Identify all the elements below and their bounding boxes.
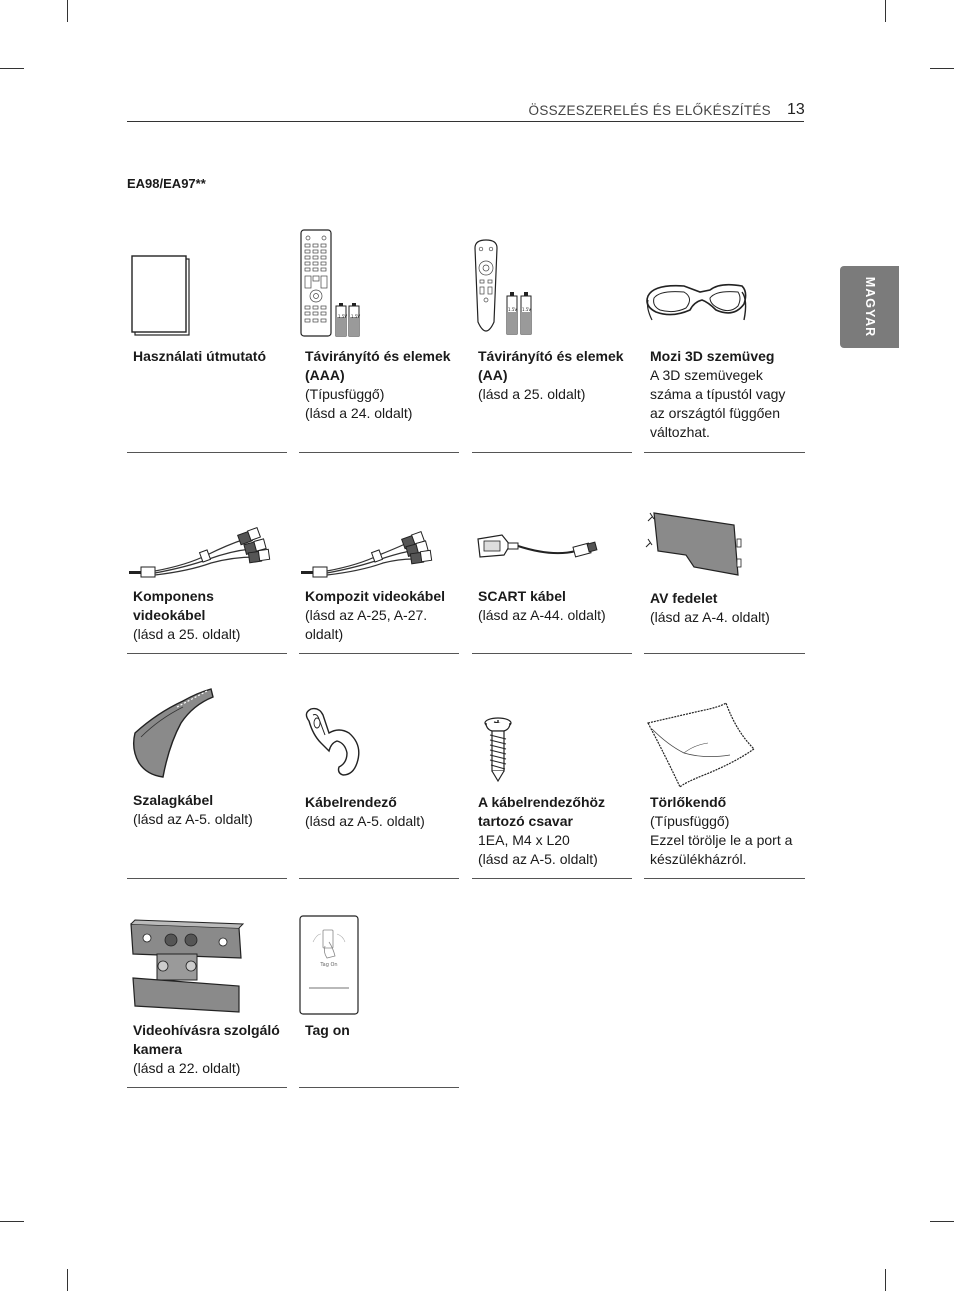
item-composite-cable (299, 505, 459, 655)
item-desc: (lásd az A-25, A-27. oldalt) (305, 607, 428, 642)
item-divider (127, 653, 287, 654)
item-name: Használati útmutató (133, 348, 267, 364)
video-camera-icon (127, 912, 287, 1017)
header-divider (127, 121, 804, 122)
item-divider (299, 878, 459, 879)
item-divider (644, 653, 805, 654)
tag-on-icon (299, 912, 459, 1017)
item-av-cover (644, 505, 804, 655)
item-desc: (Típusfüggő) (lásd a 24. oldalt) (305, 386, 413, 421)
item-divider (127, 452, 287, 453)
item-desc: (lásd a 25. oldalt) (478, 386, 586, 402)
item-divider (644, 452, 805, 453)
section-title: ÖSSZESZERELÉS ÉS ELŐKÉSZÍTÉS (528, 103, 771, 118)
magic-remote-icon (472, 222, 632, 342)
item-name: Videohívásra szolgáló kamera (133, 1022, 280, 1057)
3d-glasses-icon (644, 222, 804, 342)
manual-icon (127, 222, 287, 342)
page-number: 13 (787, 101, 805, 118)
composite-cable-icon (299, 505, 459, 585)
crop-mark (0, 68, 24, 69)
item-desc: (lásd a 22. oldalt) (133, 1060, 241, 1076)
item-name: Törlőkendő (650, 794, 727, 810)
item-name: AV fedelet (650, 590, 718, 606)
crop-mark (885, 0, 886, 22)
item-tag-on (299, 912, 459, 1090)
item-desc: 1EA, M4 x L20 (lásd az A-5. oldalt) (478, 832, 598, 867)
crop-mark (0, 1221, 24, 1222)
item-manual (127, 222, 287, 454)
item-name: A kábelrendezőhöz tartozó csavar (478, 794, 606, 829)
item-name: Tag on (305, 1022, 350, 1038)
scart-cable-icon (472, 505, 632, 585)
model-heading: EA98/EA97** (127, 176, 206, 191)
language-tab-label: MAGYAR (862, 276, 877, 338)
item-name: Kompozit videokábel (305, 588, 446, 604)
screw-icon (472, 683, 632, 788)
item-desc: (Típusfüggő) Ezzel törölje le a port a készülékházról. (650, 813, 793, 867)
crop-mark (67, 1269, 68, 1291)
crop-mark (67, 0, 68, 22)
item-desc: (lásd az A-44. oldalt) (478, 607, 606, 623)
battery-label: 1.5V (351, 314, 361, 319)
item-desc: (lásd az A-4. oldalt) (650, 609, 770, 625)
item-name: Szalagkábel (133, 792, 214, 808)
battery-label: 1.5V (522, 307, 532, 312)
cleaning-cloth-icon (644, 683, 804, 788)
crop-mark (930, 1221, 954, 1222)
item-video-camera (127, 912, 287, 1090)
item-name: Távirányító és elemek (AA) (478, 348, 624, 383)
item-remote-aa (472, 222, 632, 454)
item-divider (299, 653, 459, 654)
item-name: Kábelrendező (305, 794, 397, 810)
item-divider (472, 653, 632, 654)
remote-control-icon (299, 222, 459, 342)
item-remote-aaa (299, 222, 459, 454)
item-scart-cable (472, 505, 632, 655)
item-divider (472, 878, 632, 879)
item-divider (472, 452, 632, 453)
crop-mark (930, 68, 954, 69)
item-name: Távirányító és elemek (AAA) (305, 348, 451, 383)
item-divider (299, 452, 459, 453)
ribbon-cable-icon (127, 683, 287, 788)
item-ribbon-cable (127, 683, 287, 880)
crop-mark (885, 1269, 886, 1291)
item-cable-holder (299, 683, 459, 880)
battery-label: 1.5V (338, 314, 348, 319)
item-component-cable (127, 505, 287, 655)
item-divider (127, 878, 287, 879)
component-cable-icon (127, 505, 287, 585)
cable-holder-icon (299, 683, 459, 788)
item-desc: (lásd a 25. oldalt) (133, 626, 241, 642)
item-3d-glasses (644, 222, 804, 454)
item-desc: A 3D szemüvegek száma a típustól vagy az országtól függően változhat. (650, 367, 786, 440)
item-desc: (lásd az A-5. oldalt) (305, 813, 425, 829)
item-divider (299, 1087, 459, 1088)
language-tab (840, 266, 899, 348)
item-screw (472, 683, 632, 880)
item-divider (644, 878, 805, 879)
tag-on-label: Tag On (320, 962, 338, 968)
item-divider (127, 1087, 287, 1088)
av-cover-icon (644, 505, 804, 585)
battery-label: 1.5V (508, 307, 518, 312)
item-name: SCART kábel (478, 588, 566, 604)
item-name: Komponens videokábel (133, 588, 214, 623)
item-cleaning-cloth (644, 683, 804, 880)
item-desc: (lásd az A-5. oldalt) (133, 811, 253, 827)
item-name: Mozi 3D szemüveg (650, 348, 775, 364)
